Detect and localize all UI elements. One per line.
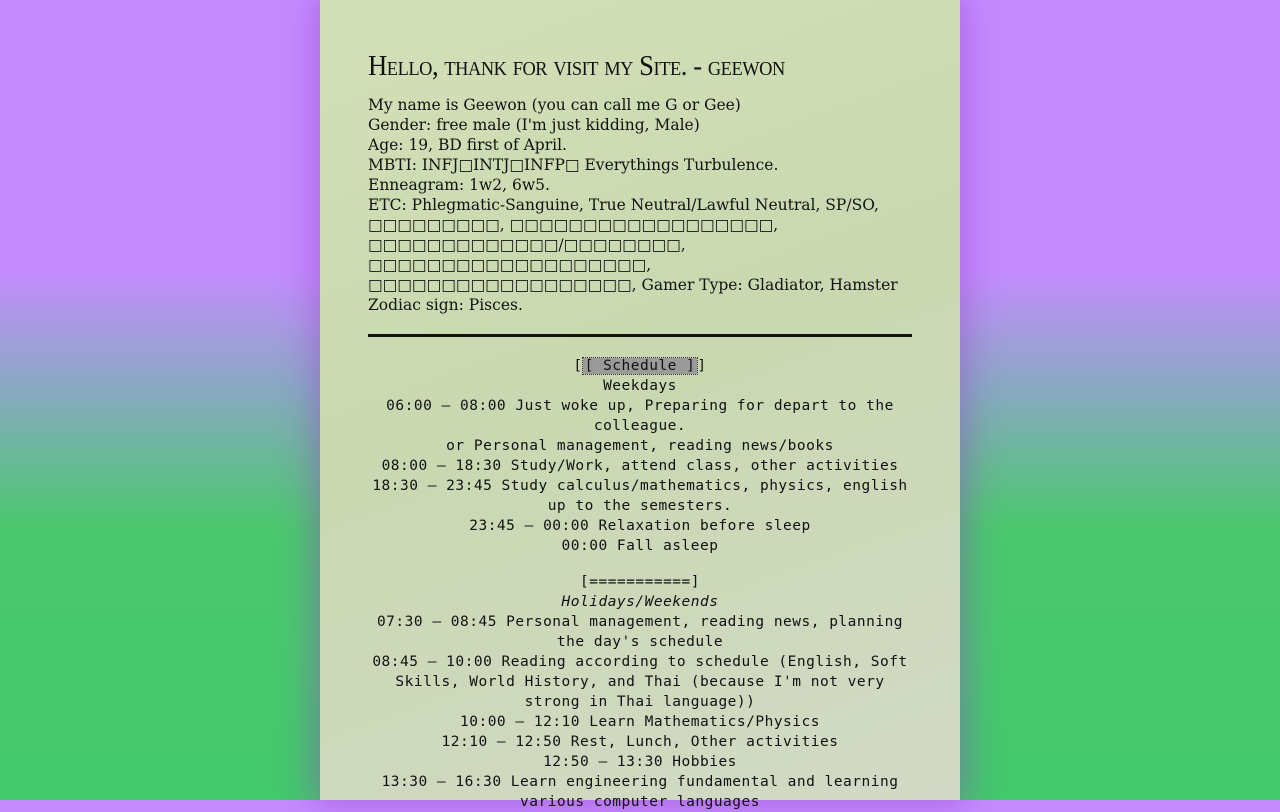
weekday-entry: 23:45 – 00:00 Relaxation before sleep [469, 518, 811, 534]
weekday-entry: 18:30 – 23:45 Study calculus/mathematics, physics, english up to the semesters. [372, 478, 908, 514]
bio-etc: ETC: Phlegmatic-Sanguine, True Neutral/Lawful Neutral, SP/SO, □□□□□□□□□, □□□□□□□□□□□□□□□□□□, □□□□□□□□□□□□□/□□□□□□□□, □□□□□□□□□□□□□□□□□□□, □□□□□□□□□□□□□□□□□□, Gamer Type: Gladiator, Hamster [368, 196, 898, 294]
weekend-entry: 08:45 – 10:00 Reading according to schedule (English, Soft Skills, World History, and Thai (because I'm not very strong in Thai language)) [372, 654, 908, 710]
schedule-section [368, 356, 912, 812]
bio-enneagram: Enneagram: 1w2, 6w5. [368, 176, 550, 194]
weekday-entry: 08:00 – 18:30 Study/Work, attend class, other activities [381, 458, 899, 474]
weekday-entry: 00:00 Fall asleep [561, 538, 719, 554]
bio-gender: Gender: free male (I'm just kidding, Male) [368, 116, 700, 134]
bio-zodiac: Zodiac sign: Pisces. [368, 296, 523, 314]
schedule-header [368, 356, 912, 376]
weekend-entry: 10:00 – 12:10 Learn Mathematics/Physics [460, 714, 820, 730]
weekday-entry: or Personal management, reading news/books [446, 438, 834, 454]
weekday-entry: 06:00 – 08:00 Just woke up, Preparing for depart to the colleague. [386, 398, 894, 434]
bracket-open: [ [573, 358, 583, 374]
weekend-entry: 12:10 – 12:50 Rest, Lunch, Other activities [441, 734, 839, 750]
bio-section [368, 95, 912, 315]
weekends-title: Holidays/Weekends [561, 594, 719, 610]
page-content [320, 0, 960, 812]
spacer [368, 556, 912, 572]
bracket-close: ] [697, 358, 707, 374]
bio-mbti: MBTI: INFJ□INTJ□INFP□ Everythings Turbulence. [368, 156, 779, 174]
main-page-panel [320, 0, 960, 810]
bio-name: My name is Geewon (you can call me G or Gee) [368, 96, 741, 114]
weekdays-title: Weekdays [603, 378, 677, 394]
schedule-toggle-button[interactable]: [ Schedule ] [584, 358, 696, 374]
bio-age: Age: 19, BD first of April. [368, 136, 567, 154]
weekend-entry: 07:30 – 08:45 Personal management, reading news, planning the day's schedule [376, 614, 904, 650]
weekend-entry: 12:50 – 13:30 Hobbies [543, 754, 737, 770]
page-title: Hello, thank for visit my Site. - geewon [368, 50, 785, 82]
weekend-entry: 13:30 – 16:30 Learn engineering fundamental and learning various computer languages [381, 774, 899, 810]
schedule-separator: [===========] [580, 574, 700, 590]
section-divider [368, 334, 912, 337]
